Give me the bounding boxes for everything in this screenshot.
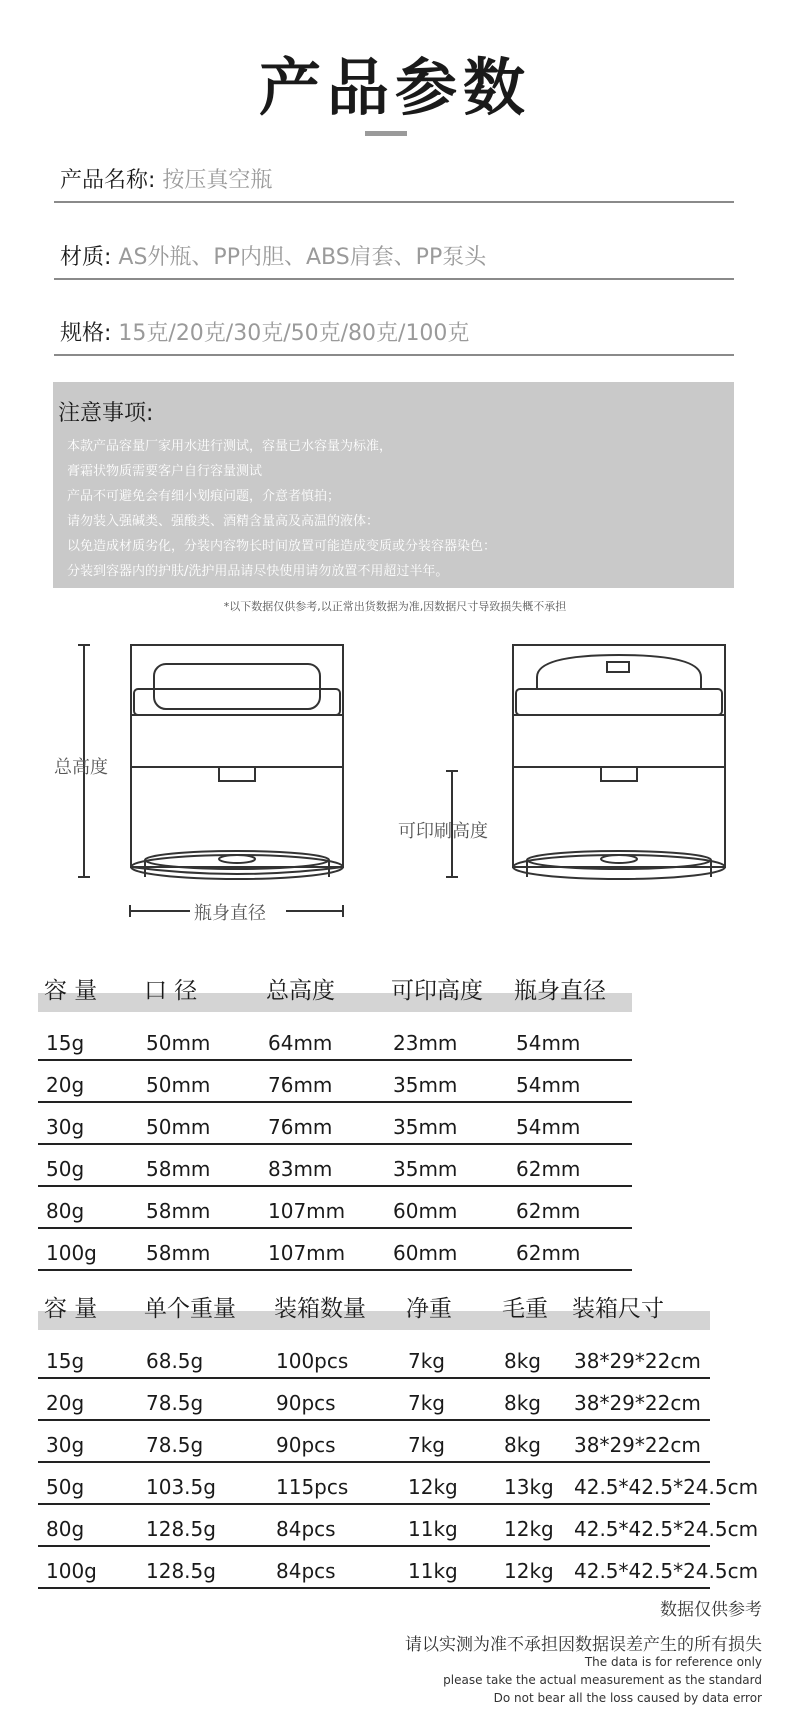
table-cell: 54mm [508, 1060, 632, 1102]
table-cell: 115pcs [268, 1462, 400, 1504]
table-cell: 100g [38, 1546, 138, 1588]
table-cell: 107mm [260, 1186, 385, 1228]
param-row-spec [54, 316, 734, 356]
table-cell: 13kg [496, 1462, 566, 1504]
table-cell: 54mm [508, 1102, 632, 1144]
table-cell: 107mm [260, 1228, 385, 1270]
table-cell: 90pcs [268, 1378, 400, 1420]
table-cell: 12kg [496, 1504, 566, 1546]
param-label: 材质: [60, 245, 119, 270]
table-header-row [38, 1282, 710, 1330]
param-value: 15克/20克/30克/50克/80克/100克 [118, 321, 470, 346]
footer-disclaimer-en-3: Do not bear all the loss caused by data error [493, 1691, 762, 1705]
table-cell: 38*29*22cm [566, 1420, 710, 1462]
column-header: 净重 [400, 1282, 496, 1330]
table-cell: 20g [38, 1060, 138, 1102]
table-row [38, 1228, 632, 1270]
table-cell: 30g [38, 1102, 138, 1144]
column-header: 口 径 [138, 964, 260, 1012]
table-header-row [38, 964, 632, 1012]
notice-title: 注意事项: [58, 401, 154, 426]
table-cell: 8kg [496, 1378, 566, 1420]
footer-disclaimer-cn: 请以实测为准不承担因数据误差产生的所有损失 [405, 1635, 762, 1655]
column-header: 单个重量 [138, 1282, 268, 1330]
table-cell: 7kg [400, 1336, 496, 1378]
param-label: 规格: [60, 321, 119, 346]
total-height-label: 总高度 [54, 757, 108, 778]
table-row [38, 1420, 710, 1462]
notice-line: 分装到容器内的护肤/洗护用品请尽快使用请勿放置不用超过半年。 [67, 564, 449, 579]
table-cell: 76mm [260, 1060, 385, 1102]
table-cell: 62mm [508, 1144, 632, 1186]
table-cell: 100pcs [268, 1336, 400, 1378]
table-cell: 80g [38, 1186, 138, 1228]
table-row [38, 1060, 632, 1102]
table-cell: 128.5g [138, 1546, 268, 1588]
param-row-material [54, 240, 734, 280]
page-title: 产品参数 [258, 51, 531, 124]
bottle-dimension-illustration [0, 635, 790, 935]
body-diameter-label: 瓶身直径 [194, 903, 266, 924]
column-header: 装箱数量 [268, 1282, 400, 1330]
footer-reference-note: 数据仅供参考 [660, 1600, 762, 1620]
param-value: 按压真空瓶 [162, 168, 273, 193]
table-cell: 83mm [260, 1144, 385, 1186]
table-cell: 8kg [496, 1336, 566, 1378]
table-cell: 58mm [138, 1186, 260, 1228]
table-cell: 30g [38, 1420, 138, 1462]
table-cell: 50g [38, 1462, 138, 1504]
column-header: 可印高度 [385, 964, 508, 1012]
notice-box [53, 382, 734, 588]
table-cell: 103.5g [138, 1462, 268, 1504]
footer-disclaimer-en-2: please take the actual measurement as the standard [443, 1673, 762, 1687]
table-row [38, 1462, 710, 1504]
table-row [38, 1186, 632, 1228]
column-header: 装箱尺寸 [566, 1282, 710, 1330]
table-cell: 35mm [385, 1060, 508, 1102]
table-row [38, 1018, 632, 1060]
param-label: 产品名称: [60, 168, 163, 193]
table-cell: 68.5g [138, 1336, 268, 1378]
table-cell: 62mm [508, 1228, 632, 1270]
table-cell: 50mm [138, 1060, 260, 1102]
table-cell: 62mm [508, 1186, 632, 1228]
notice-line: 以免造成材质劣化，分装内容物长时间放置可能造成变质或分装容器染色： [67, 539, 497, 554]
table-cell: 50mm [138, 1018, 260, 1060]
table-cell: 54mm [508, 1018, 632, 1060]
table-cell: 50mm [138, 1102, 260, 1144]
table-cell: 64mm [260, 1018, 385, 1060]
packing-table [38, 1282, 759, 1589]
table-cell: 11kg [400, 1504, 496, 1546]
param-row-name [54, 163, 734, 203]
column-header: 瓶身直径 [508, 964, 632, 1012]
table-row [38, 1546, 710, 1588]
table-cell: 12kg [496, 1546, 566, 1588]
notice-line: 本款产品容量厂家用水进行测试，容量已水容量为标准， [67, 439, 393, 454]
table-cell: 42.5*42.5*24.5cm [566, 1546, 710, 1588]
table-cell: 60mm [385, 1186, 508, 1228]
footer-disclaimer-en-1: The data is for reference only [584, 1655, 762, 1669]
dimension-diagram [0, 635, 790, 935]
table-cell: 11kg [400, 1546, 496, 1588]
print-height-label: 可印刷高度 [398, 821, 488, 842]
table-cell: 7kg [400, 1420, 496, 1462]
table-cell: 23mm [385, 1018, 508, 1060]
table-cell: 78.5g [138, 1420, 268, 1462]
table-cell: 84pcs [268, 1546, 400, 1588]
table-cell: 15g [38, 1336, 138, 1378]
table-cell: 12kg [400, 1462, 496, 1504]
data-disclaimer: *以下数据仅供参考,以正常出货数据为准,因数据尺寸导致损失概不承担 [223, 600, 567, 613]
table-cell: 58mm [138, 1144, 260, 1186]
table-cell: 128.5g [138, 1504, 268, 1546]
dimension-table [38, 964, 632, 1271]
column-header: 总高度 [260, 964, 385, 1012]
table-row [38, 1336, 710, 1378]
table-cell: 50g [38, 1144, 138, 1186]
table-row [38, 1102, 632, 1144]
table-cell: 58mm [138, 1228, 260, 1270]
table-cell: 35mm [385, 1144, 508, 1186]
column-header: 容 量 [38, 1282, 138, 1330]
notice-line: 请勿装入强碱类、强酸类、酒精含量高及高温的液体： [67, 514, 380, 529]
table-cell: 7kg [400, 1378, 496, 1420]
table-cell: 80g [38, 1504, 138, 1546]
table-row [38, 1378, 710, 1420]
table-cell: 42.5*42.5*24.5cm [566, 1504, 710, 1546]
notice-line: 膏霜状物质需要客户自行容量测试 [67, 464, 263, 479]
table-cell: 35mm [385, 1102, 508, 1144]
table-cell: 20g [38, 1378, 138, 1420]
table-cell: 100g [38, 1228, 138, 1270]
table-cell: 42.5*42.5*24.5cm [566, 1462, 710, 1504]
table-cell: 60mm [385, 1228, 508, 1270]
table-cell: 38*29*22cm [566, 1336, 710, 1378]
table-cell: 15g [38, 1018, 138, 1060]
notice-line: 产品不可避免会有细小划痕问题，介意者慎拍； [67, 489, 341, 504]
table-row [38, 1504, 710, 1546]
table-cell: 84pcs [268, 1504, 400, 1546]
column-header: 容 量 [38, 964, 138, 1012]
title-underline [365, 131, 407, 136]
table-cell: 38*29*22cm [566, 1378, 710, 1420]
notice-lines [67, 434, 727, 584]
table-cell: 76mm [260, 1102, 385, 1144]
param-value: AS外瓶、PP内胆、ABS肩套、PP泵头 [118, 245, 487, 270]
column-header: 毛重 [496, 1282, 566, 1330]
table-cell: 78.5g [138, 1378, 268, 1420]
table-cell: 8kg [496, 1420, 566, 1462]
table-cell: 90pcs [268, 1420, 400, 1462]
table-row [38, 1144, 632, 1186]
